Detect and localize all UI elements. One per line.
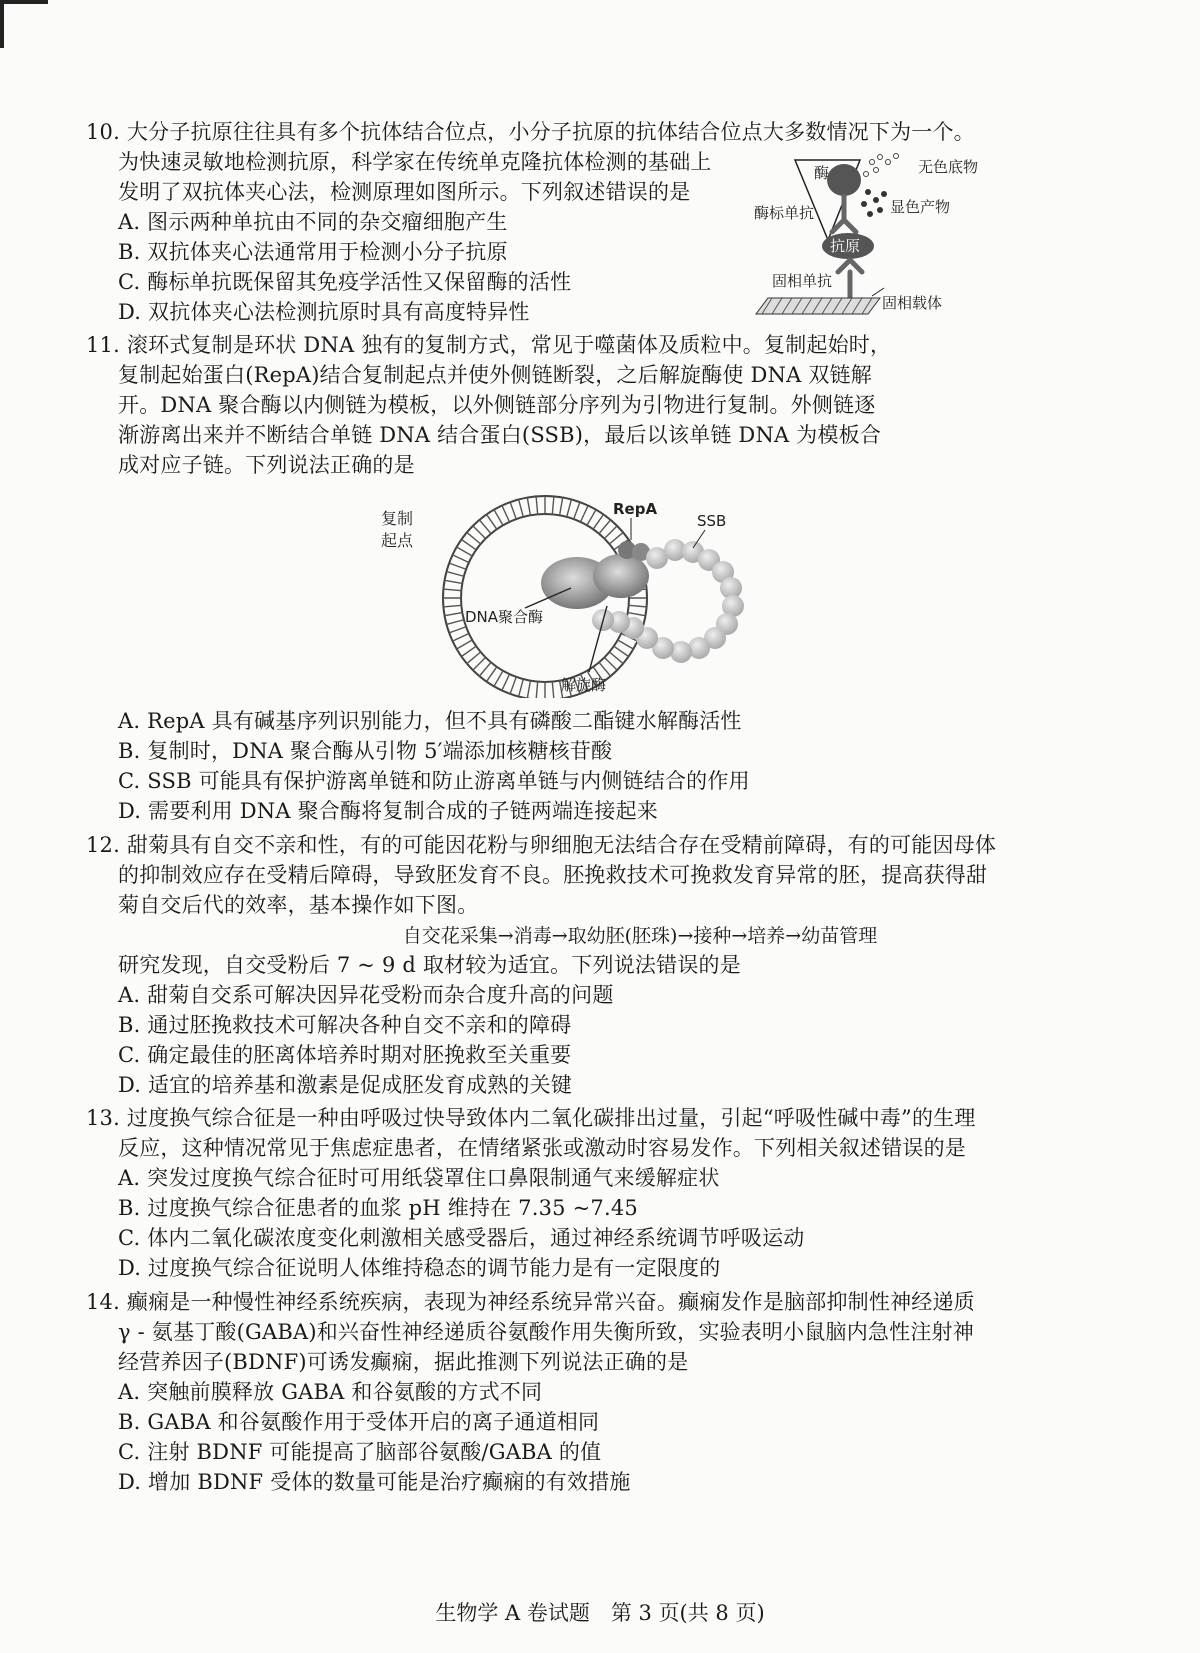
q14-option-c[interactable]: C. 注射 BDNF 可能提高了脑部谷氨酸/GABA 的值 bbox=[118, 1440, 602, 1464]
q14-stem-line-1: 14. 癫痫是一种慢性神经系统疾病，表现为神经系统异常兴奋。癫痫发作是脑部抑制性神经递质 bbox=[86, 1290, 975, 1314]
base-pair-rung bbox=[552, 496, 554, 514]
base-pair-rung bbox=[593, 514, 603, 529]
origin-label-line2: 起点 bbox=[381, 531, 414, 550]
q11-stem-line-2: 复制起始蛋白(RepA)结合复制起点并使外侧链断裂，之后解旋酶使 DNA 双链解 bbox=[118, 363, 872, 387]
base-pair-rung bbox=[494, 510, 503, 526]
base-pair-rung bbox=[519, 679, 524, 696]
q10-stem-line-2: 为快速灵敏地检测抗原，科学家在传统单克隆抗体检测的基础上 bbox=[118, 150, 712, 174]
q13-stem-line-2: 反应，这种情况常见于焦虑症患者，在情绪紧张或激动时容易发作。下列相关叙述错误的是 bbox=[118, 1136, 966, 1160]
q13-option-b[interactable]: B. 过度换气综合征患者的血浆 pH 维持在 7.35 ~7.45 bbox=[118, 1196, 638, 1220]
base-pair-rung bbox=[604, 526, 617, 539]
q12-option-d[interactable]: D. 适宜的培养基和激素是促成胚发育成熟的关键 bbox=[118, 1073, 573, 1097]
q14-stem-line-3: 经营养因子(BDNF)可诱发癫痫，据此推测下列说法正确的是 bbox=[118, 1350, 689, 1374]
carrier-shape bbox=[756, 298, 880, 314]
q12-stem-line-2: 的抑制效应存在受精后障碍，导致胚发育不良。胚挽救技术可挽救发育异常的胚，提高获得甜 bbox=[118, 863, 988, 887]
base-pair-rung bbox=[527, 681, 530, 698]
base-pair-rung bbox=[461, 539, 476, 549]
base-pair-rung bbox=[445, 613, 463, 616]
base-pair-rung bbox=[609, 652, 623, 664]
enzyme-label: 酶 bbox=[814, 164, 830, 182]
enzyme-antibody-label: 酶标单抗 bbox=[754, 204, 815, 222]
base-pair-rung bbox=[574, 502, 580, 519]
q10-stem-line-1: 10. 大分子抗原往往具有多个抗体结合位点，小分子抗原的抗体结合位点大多数情况下为一个。 bbox=[86, 120, 975, 144]
base-pair-rung bbox=[449, 627, 466, 633]
helicase-label: 解旋酶 bbox=[561, 676, 607, 694]
base-pair-rung bbox=[449, 563, 466, 569]
q10-option-c[interactable]: C. 酶标单抗既保留其免疫学活性又保留酶的活性 bbox=[118, 270, 572, 294]
q14-option-d[interactable]: D. 增加 BDNF 受体的数量可能是治疗癫痫的有效措施 bbox=[118, 1470, 631, 1494]
base-pair-rung bbox=[473, 526, 486, 539]
q13-option-c[interactable]: C. 体内二氧化碳浓度变化刺激相关感受器后，通过神经系统调节呼吸运动 bbox=[118, 1226, 805, 1250]
base-pair-rung bbox=[453, 555, 469, 563]
base-pair-rung bbox=[614, 646, 629, 656]
q10-stem-line-3: 发明了双抗体夹心法，检测原理如图所示。下列叙述错误的是 bbox=[118, 180, 691, 204]
base-pair-rung bbox=[604, 657, 617, 670]
base-pair-rung bbox=[453, 633, 469, 641]
base-pair-rung bbox=[461, 646, 476, 656]
q12-flow-diagram: 自交花采集→消毒→取幼胚(胚珠)→接种→培养→幼苗管理 bbox=[402, 925, 878, 947]
base-pair-rung bbox=[599, 520, 611, 534]
q10-option-a[interactable]: A. 图示两种单抗由不同的杂交瘤细胞产生 bbox=[118, 210, 508, 234]
base-pair-rung bbox=[629, 605, 647, 607]
base-pair-rung bbox=[527, 498, 530, 516]
q12-stem-line-4: 研究发现，自交受粉后 7 ~ 9 d 取材较为适宜。下列说法错误的是 bbox=[118, 953, 741, 977]
page-footer: 生物学 A 卷试题 第 3 页(共 8 页) bbox=[435, 1601, 765, 1625]
q14-option-b[interactable]: B. GABA 和谷氨酸作用于受体开启的离子通道相同 bbox=[118, 1410, 600, 1434]
base-pair-rung bbox=[599, 662, 611, 676]
q10-option-b[interactable]: B. 双抗体夹心法通常用于检测小分子抗原 bbox=[118, 240, 508, 264]
scan-corner-mark bbox=[0, 0, 48, 4]
q11-stem-line-5: 成对应子链。下列说法正确的是 bbox=[118, 453, 415, 477]
base-pair-rung bbox=[445, 580, 463, 583]
q11-option-b[interactable]: B. 复制时，DNA 聚合酶从引物 5′端添加核糖核苷酸 bbox=[118, 739, 613, 763]
base-pair-rung bbox=[628, 613, 646, 616]
q11-stem-line-1: 11. 滚环式复制是环状 DNA 独有的复制方式，常见于噬菌体及质粒中。复制起始时， bbox=[86, 333, 892, 357]
base-pair-rung bbox=[618, 640, 634, 649]
sandwich-elisa-figure bbox=[750, 148, 1010, 328]
base-pair-rung bbox=[519, 499, 524, 516]
base-pair-rung bbox=[567, 499, 572, 516]
product-dots-icon bbox=[861, 189, 887, 217]
scan-corner-mark-vertical bbox=[0, 0, 4, 48]
base-pair-rung bbox=[510, 677, 516, 694]
q12-stem-line-3: 菊自交后代的效率，基本操作如下图。 bbox=[118, 893, 479, 917]
solid-antibody-icon bbox=[838, 260, 862, 298]
q12-option-b[interactable]: B. 通过胚挽救技术可解决各种自交不亲和的障碍 bbox=[118, 1013, 572, 1037]
base-pair-rung bbox=[479, 520, 491, 534]
carrier-label: 固相载体 bbox=[882, 294, 943, 312]
q14-stem-line-2: γ - 氨基丁酸(GABA)和兴奋性神经递质谷氨酸作用失衡所致，实验表明小鼠脑内急性注射神 bbox=[118, 1320, 974, 1344]
base-pair-rung bbox=[536, 496, 538, 514]
polymerase-label: DNA聚合酶 bbox=[465, 608, 544, 626]
product-label: 显色产物 bbox=[890, 198, 951, 216]
base-pair-rung bbox=[457, 640, 473, 649]
base-pair-rung bbox=[552, 682, 554, 698]
base-pair-rung bbox=[479, 662, 491, 676]
base-pair-rung bbox=[587, 510, 596, 526]
antigen-label: 抗原 bbox=[830, 237, 861, 255]
q13-option-a[interactable]: A. 突发过度换气综合征时可用纸袋罩住口鼻限制通气来缓解症状 bbox=[118, 1166, 720, 1190]
base-pair-rung bbox=[609, 532, 623, 544]
q12-stem-line-1: 12. 甜菊具有自交不亲和性，有的可能因花粉与卵细胞无法结合存在受精前障碍，有的可能因母体 bbox=[86, 833, 997, 857]
base-pair-rung bbox=[443, 589, 461, 591]
q10-option-d[interactable]: D. 双抗体夹心法检测抗原时具有高度特异性 bbox=[118, 300, 530, 324]
q11-option-d[interactable]: D. 需要利用 DNA 聚合酶将复制合成的子链两端连接起来 bbox=[118, 799, 658, 823]
rolling-circle-figure bbox=[375, 488, 775, 698]
origin-label-line1: 复制 bbox=[381, 509, 414, 528]
substrate-dots-icon bbox=[864, 154, 899, 177]
base-pair-rung bbox=[580, 506, 588, 522]
q13-stem-line-1: 13. 过度换气综合征是一种由呼吸过快导致体内二氧化碳排出过量，引起“呼吸性碱中毒”的生理 bbox=[86, 1106, 976, 1130]
base-pair-rung bbox=[467, 532, 481, 544]
q14-option-a[interactable]: A. 突触前膜释放 GABA 和谷氨酸的方式不同 bbox=[118, 1380, 543, 1404]
q11-stem-line-4: 渐游离出来并不断结合单链 DNA 结合蛋白(SSB)，最后以该单链 DNA 为模板合 bbox=[118, 423, 882, 447]
base-pair-rung bbox=[467, 652, 481, 664]
base-pair-rung bbox=[502, 674, 510, 690]
substrate-label: 无色底物 bbox=[918, 158, 979, 176]
q11-stem-line-3: 开。DNA 聚合酶以内侧链为模板，以外侧链部分序列为引物进行复制。外侧链逐 bbox=[118, 393, 876, 417]
base-pair-rung bbox=[494, 671, 503, 687]
enzyme-icon bbox=[827, 164, 861, 196]
base-pair-rung bbox=[446, 572, 463, 577]
q12-option-c[interactable]: C. 确定最佳的胚离体培养时期对胚挽救至关重要 bbox=[118, 1043, 572, 1067]
solid-antibody-label: 固相单抗 bbox=[772, 272, 833, 290]
base-pair-rung bbox=[560, 498, 563, 516]
base-pair-rung bbox=[486, 514, 496, 529]
base-pair-rung bbox=[446, 620, 463, 625]
base-pair-rung bbox=[502, 506, 510, 522]
enzyme-antibody-icon bbox=[832, 196, 856, 232]
q11-option-c[interactable]: C. SSB 可能具有保护游离单链和防止游离单链与内侧链结合的作用 bbox=[118, 769, 750, 793]
base-pair-rung bbox=[443, 605, 461, 607]
base-pair-rung bbox=[486, 667, 496, 682]
ssb-label: SSB bbox=[697, 512, 727, 530]
q11-option-a[interactable]: A. RepA 具有碱基序列识别能力，但不具有磷酸二酯键水解酶活性 bbox=[118, 709, 742, 733]
q13-option-d[interactable]: D. 过度换气综合征说明人体维持稳态的调节能力是有一定限度的 bbox=[118, 1256, 721, 1280]
repa-label: RepA bbox=[613, 500, 658, 518]
base-pair-rung bbox=[510, 502, 516, 519]
base-pair-rung bbox=[473, 657, 486, 670]
q12-option-a[interactable]: A. 甜菊自交系可解决因异花受粉而杂合度升高的问题 bbox=[118, 983, 614, 1007]
base-pair-rung bbox=[536, 682, 538, 698]
base-pair-rung bbox=[457, 547, 473, 556]
